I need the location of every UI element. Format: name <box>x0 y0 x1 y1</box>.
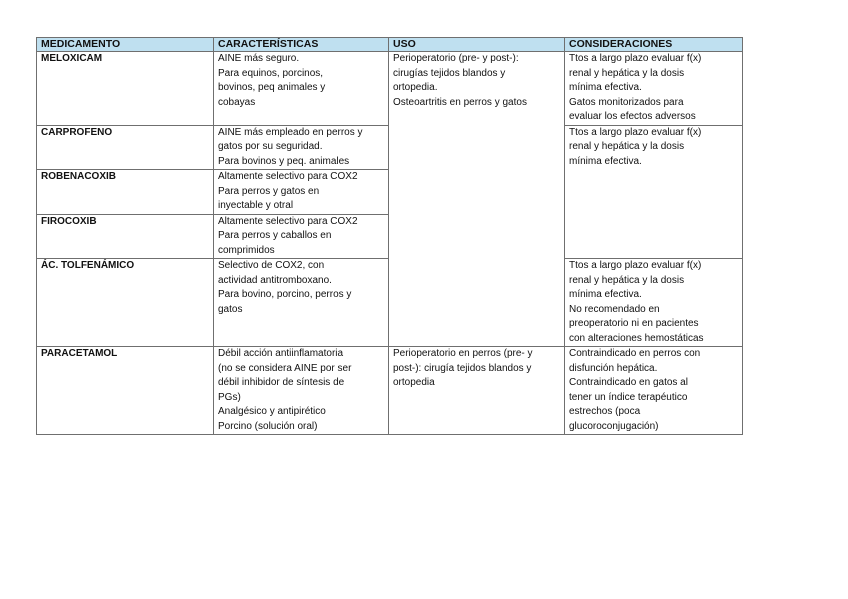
header-medicamento: MEDICAMENTO <box>37 38 214 52</box>
drug-considerations: Ttos a largo plazo evaluar f(x) renal y hepática y la dosis mínima efectiva. No recomendado en preoperatorio ni en pacientes con alteraciones hemostáticas <box>565 259 743 347</box>
header-row <box>37 38 743 52</box>
medications-table <box>36 37 743 435</box>
drug-considerations: Ttos a largo plazo evaluar f(x) renal y hepática y la dosis mínima efectiva. <box>565 125 743 259</box>
shared-use: Perioperatorio (pre- y post-): cirugías tejidos blandos y ortopedia. Osteoartritis en perros y gatos <box>389 52 565 347</box>
drug-name: MELOXICAM <box>37 52 214 126</box>
table-row <box>37 347 743 435</box>
drug-features: AINE más seguro. Para equinos, porcinos, bovinos, peq animales y cobayas <box>214 52 389 126</box>
drug-features: Selectivo de COX2, con actividad antitromboxano. Para bovino, porcino, perros y gatos <box>214 259 389 347</box>
header-caracteristicas: CARACTERÍSTICAS <box>214 38 389 52</box>
drug-name: ÁC. TOLFENÁMICO <box>37 259 214 347</box>
drug-considerations: Contraindicado en perros con disfunción hepática. Contraindicado en gatos al tener un índice terapéutico estrechos (poca glucoroconjugación) <box>565 347 743 435</box>
drug-name: CARPROFENO <box>37 125 214 170</box>
drug-considerations: Ttos a largo plazo evaluar f(x) renal y hepática y la dosis mínima efectiva. Gatos monitorizados para evaluar los efectos adversos <box>565 52 743 126</box>
drug-features: Altamente selectivo para COX2 Para perros y caballos en comprimidos <box>214 214 389 259</box>
header-consideraciones: CONSIDERACIONES <box>565 38 743 52</box>
drug-name: PARACETAMOL <box>37 347 214 435</box>
table-row <box>37 52 743 126</box>
drug-name: ROBENACOXIB <box>37 170 214 215</box>
drug-name: FIROCOXIB <box>37 214 214 259</box>
drug-features: Débil acción antiinflamatoria (no se considera AINE por ser débil inhibidor de síntesis de PGs) Analgésico y antipirético Porcino (solución oral) <box>214 347 389 435</box>
drug-features: Altamente selectivo para COX2 Para perros y gatos en inyectable y otral <box>214 170 389 215</box>
drug-use: Perioperatorio en perros (pre- y post-): cirugía tejidos blandos y ortopedia <box>389 347 565 435</box>
drug-features: AINE más empleado en perros y gatos por su seguridad. Para bovinos y peq. animales <box>214 125 389 170</box>
header-uso: USO <box>389 38 565 52</box>
